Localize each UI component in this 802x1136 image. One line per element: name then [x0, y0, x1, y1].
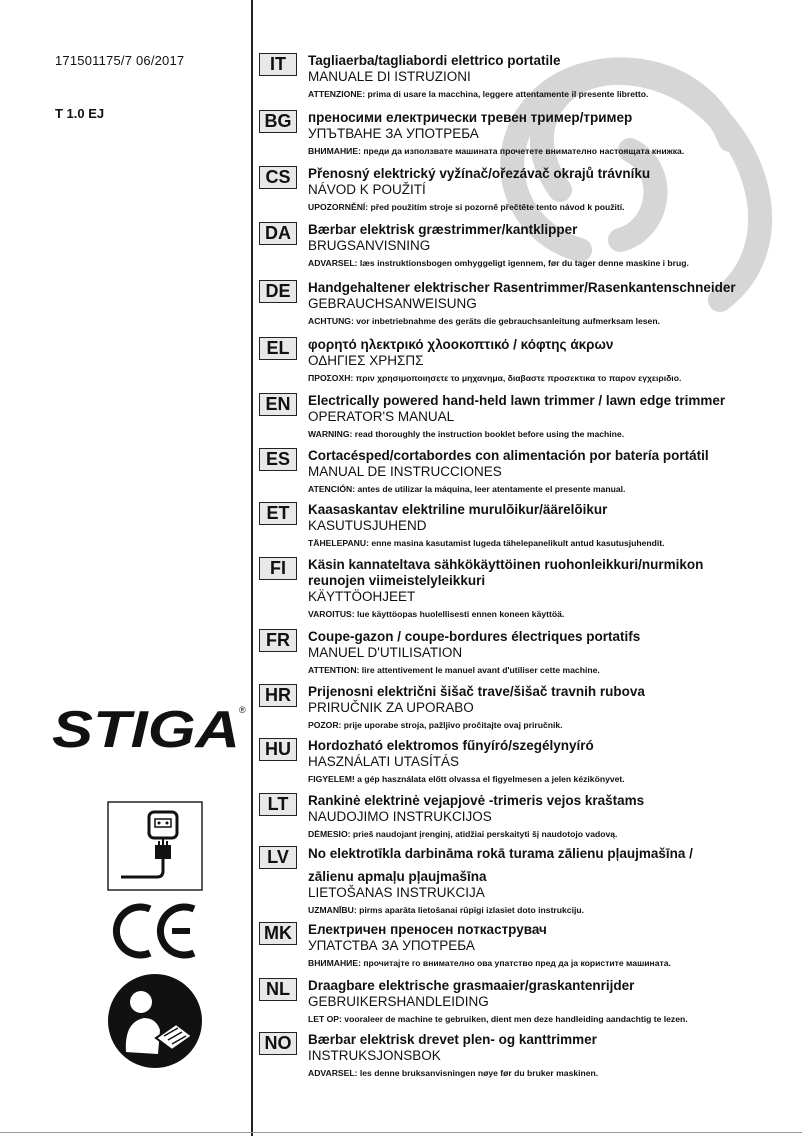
manual-subtitle: УПАТСТВА ЗА УПОТРЕБА	[308, 938, 475, 953]
product-title: Rankinė elektrinė vejapjovė -trimeris vejos kraštams	[308, 793, 645, 808]
manual-subtitle: KÄYTTÖOHJEET	[308, 589, 416, 604]
language-block-no	[259, 1032, 799, 1079]
manual-subtitle: MANUAL DE INSTRUCCIONES	[308, 464, 502, 479]
warning-text: ВНИМАНИЕ: преди да използвате машината прочетете внимателно настоящата книжка.	[308, 146, 685, 156]
product-title: No elektrotīkla darbināma rokā turama zālienu pļaujmašīna /	[308, 846, 693, 861]
manual-subtitle: BRUGSANVISNING	[308, 238, 431, 253]
warning-text: ATTENTION: lire attentivement le manuel avant d'utiliser cette machine.	[308, 665, 600, 675]
power-plug-icon	[107, 801, 203, 891]
product-title: Přenosný elektrický vyžínač/ořezávač okrajů trávníku	[308, 166, 651, 181]
product-title: Draagbare elektrische grasmaaier/graskantenrijder	[308, 978, 635, 993]
language-code: HR	[259, 684, 297, 707]
language-block-fr	[259, 629, 799, 676]
stiga-logo	[52, 703, 248, 753]
product-title: Bærbar elektrisk drevet plen- og kanttrimmer	[308, 1032, 597, 1047]
model-name: T 1.0 EJ	[55, 106, 105, 121]
manual-subtitle: MANUEL D'UTILISATION	[308, 645, 463, 660]
product-title: φορητό ηλεκτρικό χλοοκοπτικό / κόφτης άκρων	[308, 337, 614, 352]
language-code: DA	[259, 222, 297, 245]
warning-text: POZOR: prije uporabe stroja, pažljivo pročitajte ovaj priručnik.	[308, 720, 563, 730]
language-block-hu	[259, 738, 799, 785]
language-block-es	[259, 448, 799, 495]
language-code: EN	[259, 393, 297, 416]
manual-subtitle: MANUALE DI ISTRUZIONI	[308, 69, 471, 84]
warning-text: UZMANĪBU: pirms aparāta lietošanai rūpīgi izlasiet doto instrukciju.	[308, 905, 584, 915]
product-title: Bærbar elektrisk græstrimmer/kantklipper	[308, 222, 578, 237]
product-title: Kaasaskantav elektriline murulõikur/äärelõikur	[308, 502, 608, 517]
language-code: NO	[259, 1032, 297, 1055]
warning-text: LET OP: vooraleer de machine te gebruiken, dient men deze handleiding aandachtig te lezen.	[308, 1014, 688, 1024]
language-code: LV	[259, 846, 297, 869]
language-code: BG	[259, 110, 297, 133]
language-code: HU	[259, 738, 297, 761]
language-code: ET	[259, 502, 297, 525]
manual-subtitle: УПЪТВАНЕ ЗА УПОТРЕБА	[308, 126, 479, 141]
language-block-et	[259, 502, 799, 549]
ce-mark-icon	[110, 895, 200, 965]
manual-subtitle: KASUTUSJUHEND	[308, 518, 427, 533]
language-code: DE	[259, 280, 297, 303]
language-block-da	[259, 222, 799, 269]
language-block-it	[259, 53, 799, 100]
manual-subtitle: LIETOŠANAS INSTRUKCIJA	[308, 885, 485, 900]
manual-subtitle: HASZNÁLATI UTASÍTÁS	[308, 754, 460, 769]
language-code: ES	[259, 448, 297, 471]
warning-text: UPOZORNĚNÍ: před použitím stroje si pozorně přečtěte tento návod k použití.	[308, 202, 625, 212]
product-title: Coupe-gazon / coupe-bordures électriques portatifs	[308, 629, 641, 644]
warning-text: ADVARSEL: læs instruktionsbogen omhyggeligt igennem, før du tager denne maskine i brug.	[308, 258, 689, 268]
product-title: Hordozható elektromos fűnyíró/szegélynyíró	[308, 738, 594, 753]
product-title-line2: zālienu apmaļu pļaujmašīna	[308, 869, 487, 884]
warning-text: ATTENZIONE: prima di usare la macchina, leggere attentamente il presente libretto.	[308, 89, 649, 99]
language-block-en	[259, 393, 799, 440]
product-title: преносими електрически тревен тример/тример	[308, 110, 633, 125]
language-block-bg	[259, 110, 799, 157]
warning-text: ADVARSEL: les denne bruksanvisningen nøye før du bruker maskinen.	[308, 1068, 599, 1078]
warning-text: VAROITUS: lue käyttöopas huolellisesti ennen koneen käyttöä.	[308, 609, 565, 619]
product-title: Tagliaerba/tagliabordi elettrico portatile	[308, 53, 561, 68]
warning-text: FIGYELEM! a gép használata előtt olvassa el figyelmesen a jelen kézikönyvet.	[308, 774, 625, 784]
warning-text: ATENCIÓN: antes de utilizar la máquina, leer atentamente el presente manual.	[308, 484, 626, 494]
product-title-line2: reunojen viimeistelyleikkuri	[308, 573, 486, 588]
read-manual-icon	[106, 972, 204, 1070]
manual-subtitle: GEBRUIKERSHANDLEIDING	[308, 994, 489, 1009]
manual-subtitle: PRIRUČNIK ZA UPORABO	[308, 700, 474, 715]
product-title: Electrically powered hand-held lawn trimmer / lawn edge trimmer	[308, 393, 726, 408]
product-title: Cortacésped/cortabordes con alimentación por batería portátil	[308, 448, 709, 463]
language-block-lt	[259, 793, 799, 840]
warning-text: ΠΡΟΣΟΧΗ: πριν χρησιμοποιησετε το μηχανημα, διαβαστε προσεκτικα το παρον εγχειριδιο.	[308, 373, 682, 383]
product-title: Käsin kannateltava sähkökäyttöinen ruohonleikkuri/nurmikon	[308, 557, 704, 572]
brand-name: STIGA	[52, 703, 240, 753]
language-code: FI	[259, 557, 297, 580]
language-code: LT	[259, 793, 297, 816]
language-code: FR	[259, 629, 297, 652]
watermark-swirl-icon	[420, 0, 800, 320]
language-block-lv	[259, 846, 799, 916]
product-title: Prijenosni električni šišač trave/šišač travnih rubova	[308, 684, 645, 699]
manual-subtitle: NAUDOJIMO INSTRUKCIJOS	[308, 809, 492, 824]
product-title: Handgehaltener elektrischer Rasentrimmer/Rasenkantenschneider	[308, 280, 736, 295]
manual-subtitle: NÁVOD K POUŽITÍ	[308, 182, 426, 197]
language-code: EL	[259, 337, 297, 360]
language-block-hr	[259, 684, 799, 731]
manual-subtitle: ΟΔΗΓΙΕΣ ΧΡΗΣΠΣ	[308, 353, 424, 368]
language-code: CS	[259, 166, 297, 189]
manual-subtitle: INSTRUKSJONSBOK	[308, 1048, 441, 1063]
language-block-mk	[259, 922, 799, 969]
language-code: MK	[259, 922, 297, 945]
manual-subtitle: GEBRAUCHSANWEISUNG	[308, 296, 477, 311]
warning-text: DĖMESIO: prieš naudojant įrenginį, atidžiai perskaityti šį naudotojo vadovą.	[308, 829, 618, 839]
language-block-de	[259, 280, 799, 327]
document-number: 171501175/7 06/2017	[55, 53, 185, 68]
language-block-cs	[259, 166, 799, 213]
column-divider	[251, 0, 253, 1136]
language-code: NL	[259, 978, 297, 1001]
language-block-el	[259, 337, 799, 384]
warning-text: ACHTUNG: vor inbetriebnahme des geräts die gebrauchsanleitung aufmerksam lesen.	[308, 316, 660, 326]
registered-mark: ®	[239, 705, 246, 715]
language-code: IT	[259, 53, 297, 76]
manual-subtitle: OPERATOR'S MANUAL	[308, 409, 455, 424]
warning-text: TÄHELEPANU: enne masina kasutamist lugeda tähelepanelikult antud kasutusjuhendit.	[308, 538, 665, 548]
product-title: Електричен преносен поткаструвач	[308, 922, 547, 937]
language-block-nl	[259, 978, 799, 1025]
warning-text: WARNING: read thoroughly the instruction booklet before using the machine.	[308, 429, 625, 439]
warning-text: ВНИМАНИЕ: прочитајте го внимателно ова упатство пред да ја користите машината.	[308, 958, 671, 968]
bottom-rule	[0, 1132, 802, 1133]
language-block-fi	[259, 557, 799, 620]
